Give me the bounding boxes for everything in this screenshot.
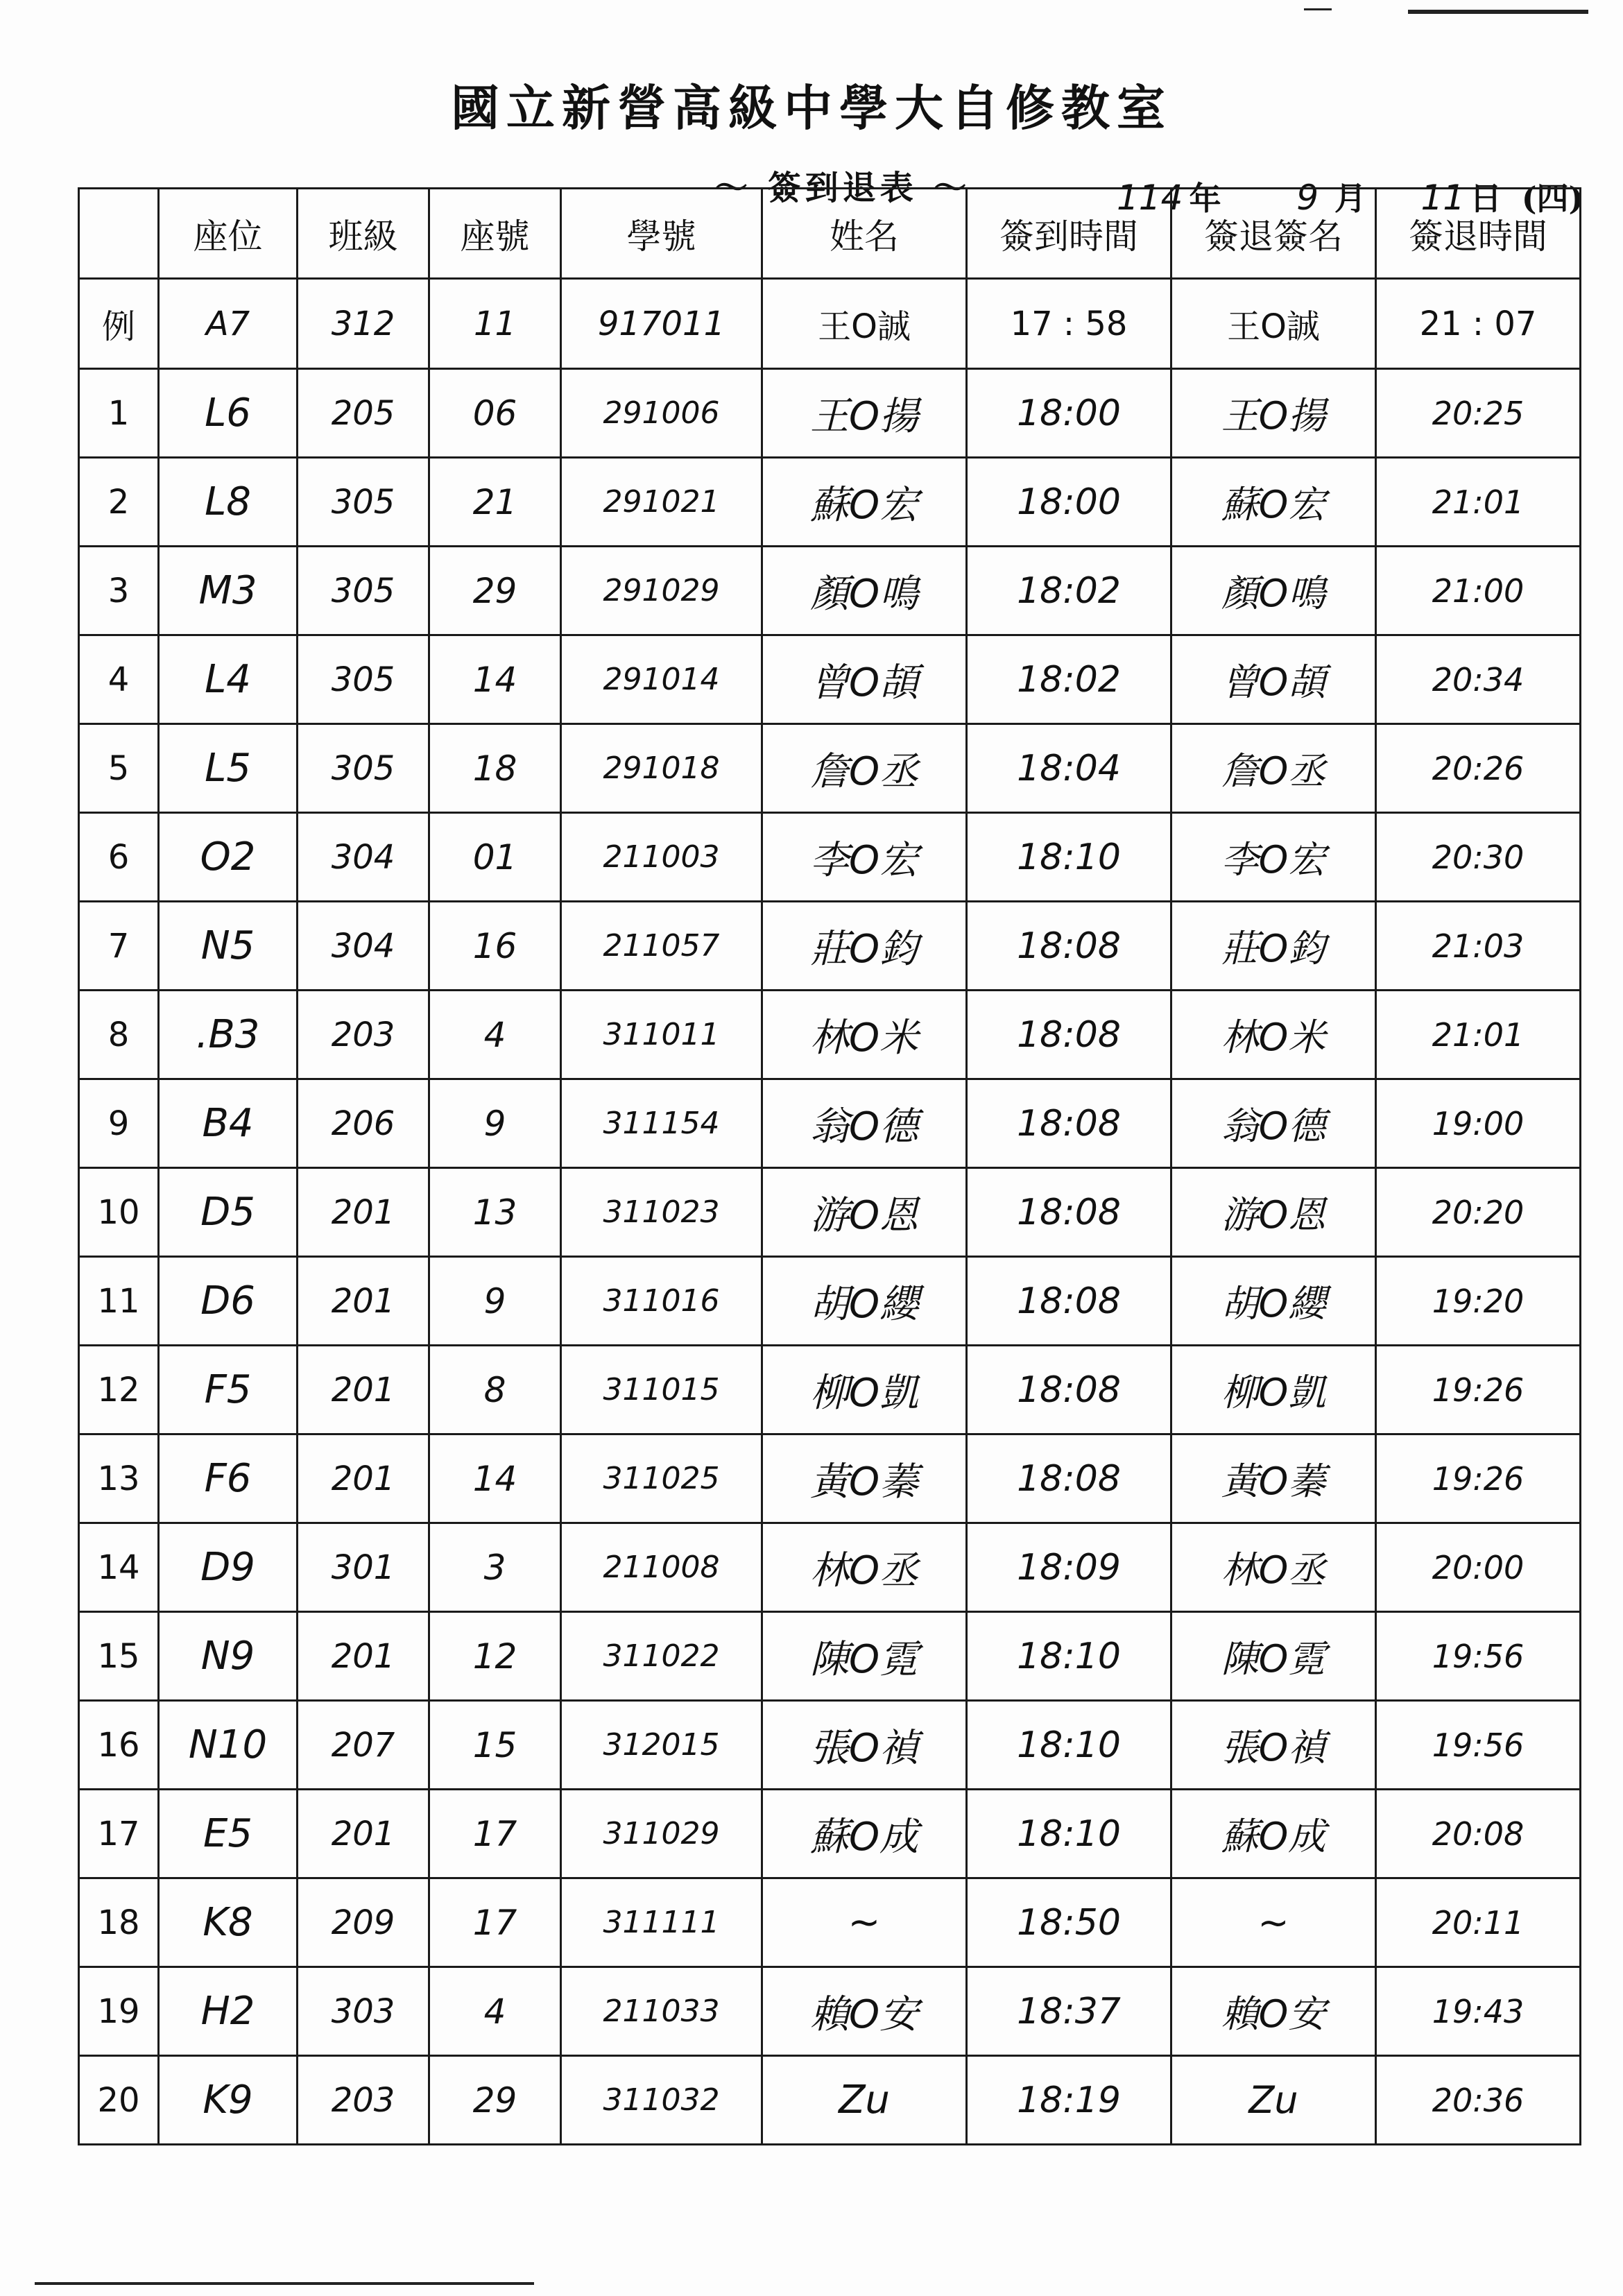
- example-sign-in-time: 17 : 58: [967, 279, 1171, 369]
- example-name: 王O誠: [762, 279, 967, 369]
- cell-signature: 蘇O成: [1171, 1790, 1376, 1878]
- cell-signature: 陳O霓: [1171, 1612, 1376, 1701]
- cell-name: 陳O霓: [762, 1612, 967, 1701]
- date-day: 11: [1420, 178, 1466, 218]
- cell-seat: .B3: [159, 991, 298, 1079]
- example-student-id: 917011: [561, 279, 762, 369]
- cell-signature: 張O禎: [1171, 1701, 1376, 1790]
- cell-seat: L8: [159, 458, 298, 547]
- cell-name: 林O米: [762, 991, 967, 1079]
- cell-seat: N5: [159, 902, 298, 991]
- cell-seat-number: 29: [429, 2056, 561, 2145]
- table-row: [79, 1079, 1581, 1168]
- cell-class: 304: [298, 813, 429, 902]
- table-row: [79, 1612, 1581, 1701]
- cell-student-id: 311029: [561, 1790, 762, 1878]
- cell-name: 王O揚: [762, 369, 967, 458]
- cell-sign-in-time: 18:10: [967, 1790, 1171, 1878]
- row-number: 8: [79, 991, 159, 1079]
- cell-student-id: 291029: [561, 547, 762, 635]
- cell-sign-in-time: 18:37: [967, 1967, 1171, 2056]
- cell-sign-out-time: 19:26: [1376, 1434, 1581, 1523]
- cell-class: 305: [298, 547, 429, 635]
- cell-seat: N9: [159, 1612, 298, 1701]
- row-number: 11: [79, 1257, 159, 1346]
- cell-name: 柳O凱: [762, 1346, 967, 1434]
- cell-class: 201: [298, 1346, 429, 1434]
- cell-signature: 柳O凱: [1171, 1346, 1376, 1434]
- table-row: [79, 1523, 1581, 1612]
- cell-seat-number: 3: [429, 1523, 561, 1612]
- cell-sign-in-time: 18:08: [967, 1168, 1171, 1257]
- cell-seat-number: 4: [429, 1967, 561, 2056]
- row-number: 18: [79, 1878, 159, 1967]
- cell-student-id: 211033: [561, 1967, 762, 2056]
- cell-sign-in-time: 18:08: [967, 1257, 1171, 1346]
- cell-seat-number: 14: [429, 635, 561, 724]
- cell-signature: 胡O纓: [1171, 1257, 1376, 1346]
- cell-sign-out-time: 20:36: [1376, 2056, 1581, 2145]
- cell-sign-in-time: 18:08: [967, 991, 1171, 1079]
- table-row: [79, 1434, 1581, 1523]
- cell-seat: E5: [159, 1790, 298, 1878]
- row-number: 6: [79, 813, 159, 902]
- cell-sign-out-time: 19:43: [1376, 1967, 1581, 2056]
- cell-seat-number: 06: [429, 369, 561, 458]
- cell-student-id: 211008: [561, 1523, 762, 1612]
- row-number: 10: [79, 1168, 159, 1257]
- cell-seat: L6: [159, 369, 298, 458]
- cell-seat-number: 4: [429, 991, 561, 1079]
- cell-sign-in-time: 18:08: [967, 1434, 1171, 1523]
- example-signature: 王O誠: [1171, 279, 1376, 369]
- cell-sign-out-time: 21:00: [1376, 547, 1581, 635]
- cell-seat-number: 29: [429, 547, 561, 635]
- cell-seat: L4: [159, 635, 298, 724]
- table-row: [79, 1346, 1581, 1434]
- row-number: 4: [79, 635, 159, 724]
- cell-student-id: 291014: [561, 635, 762, 724]
- cell-signature: 蘇O宏: [1171, 458, 1376, 547]
- cell-name: 蘇O成: [762, 1790, 967, 1878]
- cell-name: 李O宏: [762, 813, 967, 902]
- row-number: 2: [79, 458, 159, 547]
- cell-signature: 顏O鳴: [1171, 547, 1376, 635]
- cell-seat-number: 18: [429, 724, 561, 813]
- row-number: 16: [79, 1701, 159, 1790]
- cell-seat-number: 13: [429, 1168, 561, 1257]
- cell-sign-in-time: 18:02: [967, 635, 1171, 724]
- cell-class: 305: [298, 458, 429, 547]
- row-number: 14: [79, 1523, 159, 1612]
- header-sign-out-signature: 簽退簽名: [1171, 189, 1376, 279]
- cell-sign-out-time: 21:01: [1376, 458, 1581, 547]
- cell-seat-number: 16: [429, 902, 561, 991]
- row-number: 7: [79, 902, 159, 991]
- cell-sign-out-time: 19:26: [1376, 1346, 1581, 1434]
- header-name: 姓名: [762, 189, 967, 279]
- example-label: 例: [79, 279, 159, 369]
- cell-seat: B4: [159, 1079, 298, 1168]
- cell-sign-in-time: 18:19: [967, 2056, 1171, 2145]
- cell-sign-out-time: 21:03: [1376, 902, 1581, 991]
- cell-student-id: 211003: [561, 813, 762, 902]
- cell-signature: 林O米: [1171, 991, 1376, 1079]
- table-row: [79, 902, 1581, 991]
- cell-sign-in-time: 18:02: [967, 547, 1171, 635]
- cell-seat: F6: [159, 1434, 298, 1523]
- cell-student-id: 311016: [561, 1257, 762, 1346]
- header-class: 班級: [298, 189, 429, 279]
- cell-class: 207: [298, 1701, 429, 1790]
- cell-sign-in-time: 18:09: [967, 1523, 1171, 1612]
- scan-mark-top-right: [1408, 10, 1588, 14]
- header-corner: [79, 189, 159, 279]
- page-title: 國立新營高級中學大自修教室: [451, 79, 1172, 137]
- table-row: [79, 635, 1581, 724]
- row-number: 12: [79, 1346, 159, 1434]
- table-row: [79, 369, 1581, 458]
- cell-name: 顏O鳴: [762, 547, 967, 635]
- cell-name: 張O禎: [762, 1701, 967, 1790]
- table-row: [79, 1878, 1581, 1967]
- cell-sign-out-time: 20:26: [1376, 724, 1581, 813]
- cell-class: 203: [298, 2056, 429, 2145]
- cell-seat: N10: [159, 1701, 298, 1790]
- footer-rule: [35, 2282, 534, 2285]
- cell-student-id: 311025: [561, 1434, 762, 1523]
- cell-class: 305: [298, 635, 429, 724]
- cell-seat-number: 12: [429, 1612, 561, 1701]
- cell-sign-out-time: 19:56: [1376, 1612, 1581, 1701]
- table-row: [79, 991, 1581, 1079]
- cell-seat-number: 9: [429, 1079, 561, 1168]
- table-row: [79, 2056, 1581, 2145]
- cell-seat: L5: [159, 724, 298, 813]
- scan-mark-top-mid: [1304, 8, 1332, 10]
- cell-student-id: 291006: [561, 369, 762, 458]
- cell-signature: 林O丞: [1171, 1523, 1376, 1612]
- cell-name: 林O丞: [762, 1523, 967, 1612]
- cell-student-id: 291021: [561, 458, 762, 547]
- cell-seat: D6: [159, 1257, 298, 1346]
- cell-class: 203: [298, 991, 429, 1079]
- cell-seat: O2: [159, 813, 298, 902]
- example-seat: A7: [159, 279, 298, 369]
- date-year: 114: [1117, 178, 1183, 218]
- table-row: [79, 1967, 1581, 2056]
- cell-sign-in-time: 18:10: [967, 1701, 1171, 1790]
- example-class: 312: [298, 279, 429, 369]
- cell-student-id: 311023: [561, 1168, 762, 1257]
- cell-sign-out-time: 19:56: [1376, 1701, 1581, 1790]
- cell-class: 301: [298, 1523, 429, 1612]
- cell-class: 205: [298, 369, 429, 458]
- date-month-unit: 月: [1334, 180, 1366, 217]
- cell-seat-number: 01: [429, 813, 561, 902]
- cell-sign-out-time: 20:25: [1376, 369, 1581, 458]
- cell-class: 201: [298, 1612, 429, 1701]
- example-sign-out-time: 21 : 07: [1376, 279, 1581, 369]
- cell-student-id: 291018: [561, 724, 762, 813]
- row-number: 1: [79, 369, 159, 458]
- header-seat: 座位: [159, 189, 298, 279]
- row-number: 9: [79, 1079, 159, 1168]
- table-row: [79, 547, 1581, 635]
- cell-seat-number: 17: [429, 1878, 561, 1967]
- table-row: [79, 813, 1581, 902]
- cell-sign-out-time: 21:01: [1376, 991, 1581, 1079]
- cell-student-id: 311032: [561, 2056, 762, 2145]
- cell-sign-out-time: 20:20: [1376, 1168, 1581, 1257]
- table-row: [79, 724, 1581, 813]
- cell-signature: 詹O丞: [1171, 724, 1376, 813]
- cell-seat: D9: [159, 1523, 298, 1612]
- cell-sign-out-time: 20:11: [1376, 1878, 1581, 1967]
- cell-class: 201: [298, 1257, 429, 1346]
- cell-signature: 王O揚: [1171, 369, 1376, 458]
- cell-student-id: 312015: [561, 1701, 762, 1790]
- form-subtitle: 〜 簽到退表 〜: [714, 169, 971, 207]
- cell-seat-number: 17: [429, 1790, 561, 1878]
- cell-name: Zu: [762, 2056, 967, 2145]
- row-number: 17: [79, 1790, 159, 1878]
- cell-signature: 游O恩: [1171, 1168, 1376, 1257]
- cell-sign-in-time: 18:04: [967, 724, 1171, 813]
- cell-name: ∼: [762, 1878, 967, 1967]
- cell-seat-number: 14: [429, 1434, 561, 1523]
- cell-seat: K8: [159, 1878, 298, 1967]
- cell-sign-out-time: 20:08: [1376, 1790, 1581, 1878]
- cell-sign-out-time: 20:30: [1376, 813, 1581, 902]
- example-row: [79, 279, 1581, 369]
- cell-sign-in-time: 18:10: [967, 813, 1171, 902]
- cell-signature: Zu: [1171, 2056, 1376, 2145]
- table-row: [79, 1168, 1581, 1257]
- cell-name: 黃O蓁: [762, 1434, 967, 1523]
- cell-student-id: 211057: [561, 902, 762, 991]
- cell-sign-out-time: 20:00: [1376, 1523, 1581, 1612]
- cell-name: 蘇O宏: [762, 458, 967, 547]
- table-row: [79, 458, 1581, 547]
- cell-name: 胡O纓: [762, 1257, 967, 1346]
- cell-name: 翁O德: [762, 1079, 967, 1168]
- cell-student-id: 311154: [561, 1079, 762, 1168]
- table-row: [79, 1790, 1581, 1878]
- header-row: [79, 189, 1581, 279]
- date-weekday: (四): [1521, 180, 1584, 217]
- table-row: [79, 1701, 1581, 1790]
- cell-sign-in-time: 18:08: [967, 1346, 1171, 1434]
- cell-seat-number: 21: [429, 458, 561, 547]
- cell-sign-out-time: 19:00: [1376, 1079, 1581, 1168]
- header-sign-out-time: 簽退時間: [1376, 189, 1581, 279]
- cell-sign-out-time: 20:34: [1376, 635, 1581, 724]
- cell-sign-in-time: 18:50: [967, 1878, 1171, 1967]
- cell-seat: H2: [159, 1967, 298, 2056]
- cell-name: 詹O丞: [762, 724, 967, 813]
- cell-seat-number: 15: [429, 1701, 561, 1790]
- cell-signature: 莊O鈞: [1171, 902, 1376, 991]
- cell-sign-out-time: 19:20: [1376, 1257, 1581, 1346]
- cell-student-id: 311011: [561, 991, 762, 1079]
- cell-class: 201: [298, 1790, 429, 1878]
- cell-name: 游O恩: [762, 1168, 967, 1257]
- cell-seat-number: 8: [429, 1346, 561, 1434]
- cell-sign-in-time: 18:00: [967, 369, 1171, 458]
- header-seat-number: 座號: [429, 189, 561, 279]
- cell-name: 曾O頡: [762, 635, 967, 724]
- cell-seat: D5: [159, 1168, 298, 1257]
- cell-student-id: 311022: [561, 1612, 762, 1701]
- cell-signature: 曾O頡: [1171, 635, 1376, 724]
- cell-seat: K9: [159, 2056, 298, 2145]
- table-row: [79, 1257, 1581, 1346]
- cell-class: 201: [298, 1168, 429, 1257]
- example-seat-number: 11: [429, 279, 561, 369]
- cell-class: 209: [298, 1878, 429, 1967]
- cell-student-id: 311015: [561, 1346, 762, 1434]
- sign-in-table: [78, 187, 1581, 2145]
- row-number: 13: [79, 1434, 159, 1523]
- cell-seat: M3: [159, 547, 298, 635]
- cell-signature: 黃O蓁: [1171, 1434, 1376, 1523]
- row-number: 20: [79, 2056, 159, 2145]
- row-number: 5: [79, 724, 159, 813]
- cell-sign-in-time: 18:08: [967, 902, 1171, 991]
- cell-name: 賴O安: [762, 1967, 967, 2056]
- row-number: 19: [79, 1967, 159, 2056]
- cell-class: 305: [298, 724, 429, 813]
- cell-student-id: 311111: [561, 1878, 762, 1967]
- row-number: 15: [79, 1612, 159, 1701]
- date-day-unit: 日: [1470, 180, 1502, 217]
- cell-seat: F5: [159, 1346, 298, 1434]
- cell-name: 莊O鈞: [762, 902, 967, 991]
- cell-seat-number: 9: [429, 1257, 561, 1346]
- cell-sign-in-time: 18:08: [967, 1079, 1171, 1168]
- cell-sign-in-time: 18:00: [967, 458, 1171, 547]
- cell-class: 304: [298, 902, 429, 991]
- date-month: 9: [1296, 178, 1319, 218]
- cell-signature: ∼: [1171, 1878, 1376, 1967]
- cell-sign-in-time: 18:10: [967, 1612, 1171, 1701]
- cell-class: 303: [298, 1967, 429, 2056]
- cell-signature: 翁O德: [1171, 1079, 1376, 1168]
- cell-class: 206: [298, 1079, 429, 1168]
- cell-signature: 賴O安: [1171, 1967, 1376, 2056]
- date-year-unit: 年: [1189, 180, 1221, 217]
- header-sign-in-time: 簽到時間: [967, 189, 1171, 279]
- header-student-id: 學號: [561, 189, 762, 279]
- entry-rows: [79, 369, 1581, 2145]
- cell-signature: 李O宏: [1171, 813, 1376, 902]
- cell-class: 201: [298, 1434, 429, 1523]
- row-number: 3: [79, 547, 159, 635]
